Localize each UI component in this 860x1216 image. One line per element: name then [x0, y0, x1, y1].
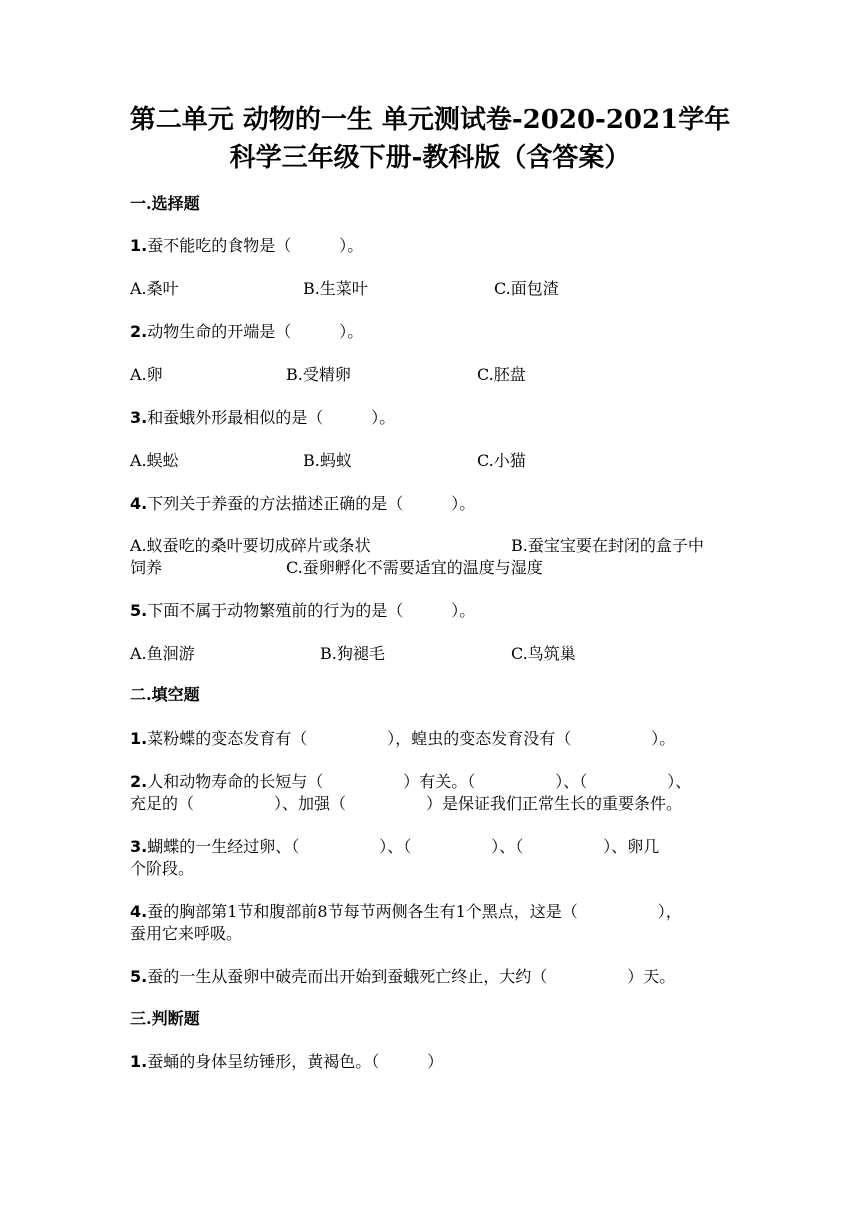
question-number: 2.	[130, 322, 148, 341]
question-fill-3	[130, 835, 659, 859]
question-number: 5.	[130, 601, 148, 620]
option-a: A.蚁蚕吃的桑叶要切成碎片或条状	[130, 536, 371, 555]
option-c: C.胚盘	[477, 365, 526, 384]
question-fill-5	[130, 965, 675, 989]
question-number: 1.	[130, 1052, 148, 1071]
question-number: 3.	[130, 408, 148, 427]
options-choice-1	[130, 277, 730, 301]
question-fill-1	[130, 727, 675, 751]
option-b-continued: 饲养	[130, 558, 163, 577]
question-number: 1.	[130, 236, 148, 255]
question-fill-4	[130, 900, 682, 924]
question-text: 蚕的一生从蚕卵中破壳而出开始到蚕蛾死亡终止，大约（ ）天。	[147, 967, 676, 986]
question-fill-4-line2: 蚕用它来呼吸。	[130, 924, 243, 943]
option-c: C.小猫	[477, 451, 526, 470]
option-a: A.卵	[130, 365, 163, 384]
question-text: 蝴蝶的一生经过卵、（ ）、（ ）、（ ）、卵几	[147, 837, 660, 856]
option-c: C.面包渣	[494, 279, 559, 298]
question-text: 和蚕蛾外形最相似的是（ ）。	[147, 408, 396, 427]
question-choice-5	[130, 599, 730, 623]
option-b: B.受精卵	[286, 365, 351, 384]
section-heading-fill: 二.填空题	[130, 685, 200, 704]
question-number: 1.	[130, 729, 148, 748]
options-choice-5	[130, 642, 730, 666]
section-heading-choice: 一.选择题	[130, 194, 200, 213]
option-c: C.蚕卵孵化不需要适宜的温度与湿度	[286, 558, 543, 577]
question-fill-2	[130, 770, 691, 794]
options-choice-3	[130, 449, 730, 473]
question-text: 蚕的胸部第1节和腹部前8节每节两侧各生有1个黑点，这是（ ），	[147, 902, 682, 921]
question-text: 菜粉蝶的变态发育有（ ），蝗虫的变态发育没有（ ）。	[147, 729, 676, 748]
question-choice-4	[130, 492, 730, 516]
question-number: 3.	[130, 837, 148, 856]
question-choice-3	[130, 406, 730, 430]
option-b: B.生菜叶	[303, 279, 368, 298]
question-choice-2	[130, 320, 730, 344]
question-number: 5.	[130, 967, 148, 986]
options-choice-2	[130, 363, 730, 387]
option-b: B.狗褪毛	[320, 644, 385, 663]
question-text: 蚕蛹的身体呈纺锤形，黄褐色。（ ）	[147, 1052, 444, 1071]
question-choice-1	[130, 234, 730, 258]
question-number: 4.	[130, 494, 148, 513]
question-fill-3-line2: 个阶段。	[130, 859, 195, 878]
question-text: 下列关于养蚕的方法描述正确的是（ ）。	[147, 494, 476, 513]
question-number: 2.	[130, 772, 148, 791]
section-heading-judge: 三.判断题	[130, 1009, 200, 1028]
option-a: A.桑叶	[130, 279, 179, 298]
question-judge-1	[130, 1050, 730, 1074]
question-text: 蚕不能吃的食物是（ ）。	[147, 236, 364, 255]
exam-title-line2: 科学三年级下册-教科版（含答案）	[229, 143, 631, 173]
question-fill-2-line2: 充足的（ ）、加强（ ）是保证我们正常生长的重要条件。	[130, 794, 683, 813]
question-text: 人和动物寿命的长短与（ ）有关。（ ）、（ ）、	[147, 772, 692, 791]
option-b: B.蚂蚁	[303, 451, 352, 470]
option-a: A.蜈蚣	[130, 451, 179, 470]
question-text: 下面不属于动物繁殖前的行为的是（ ）。	[147, 601, 476, 620]
option-a: A.鱼洄游	[130, 644, 195, 663]
option-b: B.蚕宝宝要在封闭的盒子中	[511, 536, 704, 555]
question-number: 4.	[130, 902, 148, 921]
question-text: 动物生命的开端是（ ）。	[147, 322, 364, 341]
option-c: C.鸟筑巢	[511, 644, 576, 663]
exam-title-line1: 第二单元 动物的一生 单元测试卷-2020-2021学年	[129, 105, 731, 135]
